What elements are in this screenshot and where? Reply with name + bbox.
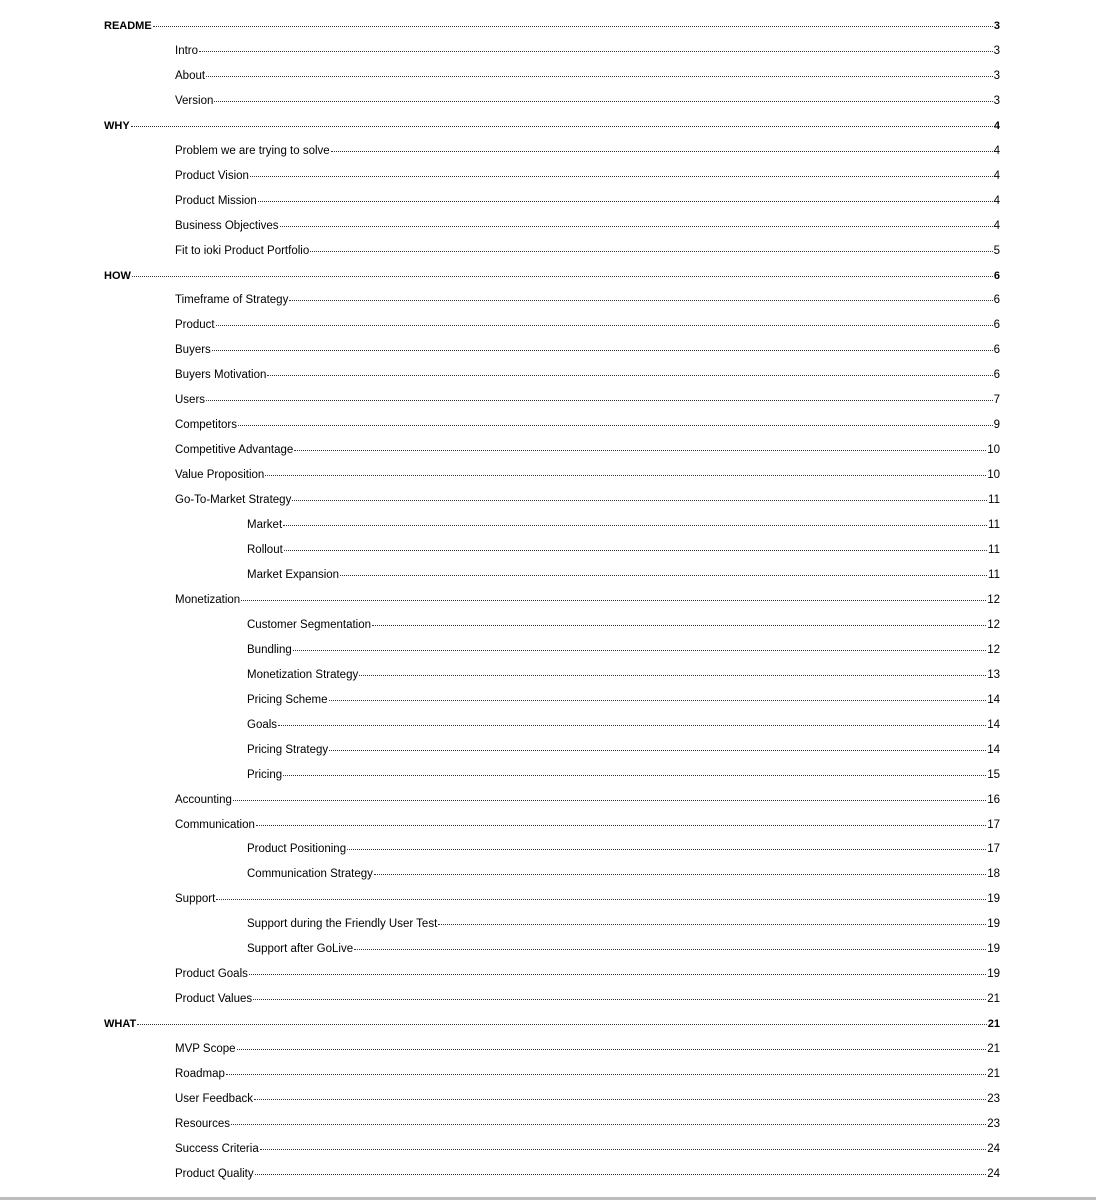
toc-entry-page-number: 12 bbox=[987, 593, 1000, 606]
toc-entry-page-number: 13 bbox=[987, 668, 1000, 681]
toc-entry-page-number: 21 bbox=[987, 1068, 1000, 1081]
dot-leader bbox=[278, 725, 986, 726]
toc-entry-title: Support bbox=[175, 893, 216, 906]
toc-entry-page-number: 23 bbox=[987, 1117, 1000, 1130]
toc-entry-page-number: 17 bbox=[987, 843, 1000, 856]
dot-leader bbox=[237, 1049, 987, 1050]
toc-entry-title: Fit to ioki Product Portfolio bbox=[175, 244, 310, 257]
toc-entry-title: Product bbox=[175, 319, 215, 332]
toc-entry-page-number: 21 bbox=[987, 993, 1000, 1006]
toc-entry-page-number: 21 bbox=[987, 1043, 1000, 1056]
toc-entry-page-number: 14 bbox=[987, 743, 1000, 756]
toc-entry[interactable] bbox=[0, 413, 1096, 438]
toc-entry[interactable] bbox=[0, 912, 1096, 937]
toc-entry-page-number: 6 bbox=[993, 269, 1000, 282]
toc-entry-page-number: 15 bbox=[987, 768, 1000, 781]
toc-entry-title: Product Positioning bbox=[247, 843, 347, 856]
toc-entry[interactable] bbox=[0, 713, 1096, 738]
toc-entry[interactable] bbox=[0, 388, 1096, 413]
toc-entry-title: Buyers bbox=[175, 344, 211, 357]
toc-entry-title: Value Proposition bbox=[175, 469, 265, 482]
toc-entry-title: Problem we are trying to solve bbox=[175, 144, 330, 157]
toc-entry-title: Users bbox=[175, 394, 206, 407]
dot-leader bbox=[256, 825, 986, 826]
toc-entry-page-number: 21 bbox=[987, 1018, 1000, 1031]
toc-entry-title: Communication Strategy bbox=[247, 868, 373, 881]
toc-entry[interactable] bbox=[0, 763, 1096, 788]
toc-entry-page-number: 4 bbox=[993, 169, 1000, 182]
dot-leader bbox=[231, 1124, 986, 1125]
toc-entry[interactable] bbox=[0, 813, 1096, 838]
toc-entry-page-number: 3 bbox=[993, 20, 1000, 32]
dot-leader bbox=[372, 625, 986, 626]
dot-leader bbox=[347, 849, 986, 850]
toc-entry[interactable] bbox=[0, 164, 1096, 189]
toc-entry-page-number: 17 bbox=[987, 818, 1000, 831]
dot-leader bbox=[255, 1174, 987, 1175]
dot-leader bbox=[254, 1099, 986, 1100]
toc-entry[interactable] bbox=[0, 688, 1096, 713]
toc-entry-page-number: 6 bbox=[993, 369, 1000, 382]
dot-leader bbox=[137, 1024, 987, 1025]
toc-entry-title: WHAT bbox=[104, 1018, 137, 1031]
toc-entry[interactable] bbox=[0, 1062, 1096, 1087]
toc-entry-title: Support after GoLive bbox=[247, 943, 354, 956]
dot-leader bbox=[267, 375, 992, 376]
toc-entry-page-number: 3 bbox=[993, 44, 1000, 57]
toc-entry-page-number: 6 bbox=[993, 319, 1000, 332]
dot-leader bbox=[294, 450, 986, 451]
toc-entry-title: Success Criteria bbox=[175, 1142, 259, 1155]
toc-entry-page-number: 10 bbox=[987, 444, 1000, 457]
dot-leader bbox=[289, 300, 992, 301]
dot-leader bbox=[265, 475, 986, 476]
toc-entry[interactable] bbox=[0, 788, 1096, 813]
toc-entry-title: Timeframe of Strategy bbox=[175, 294, 289, 307]
toc-entry-title: Competitive Advantage bbox=[175, 444, 294, 457]
toc-entry[interactable] bbox=[0, 214, 1096, 239]
toc-entry-page-number: 3 bbox=[993, 69, 1000, 82]
toc-entry-page-number: 4 bbox=[993, 219, 1000, 232]
toc-entry[interactable] bbox=[0, 438, 1096, 463]
toc-entry-page-number: 19 bbox=[987, 968, 1000, 981]
dot-leader bbox=[283, 525, 987, 526]
toc-entry[interactable] bbox=[0, 288, 1096, 313]
toc-entry-title: Intro bbox=[175, 44, 199, 57]
toc-entry-title: Market bbox=[247, 519, 283, 532]
toc-entry[interactable] bbox=[0, 1112, 1096, 1137]
dot-leader bbox=[260, 1149, 986, 1150]
toc-entry[interactable] bbox=[0, 513, 1096, 538]
toc-entry-title: Product Vision bbox=[175, 169, 249, 182]
toc-entry-page-number: 14 bbox=[987, 693, 1000, 706]
dot-leader bbox=[132, 276, 993, 277]
dot-leader bbox=[354, 949, 986, 950]
dot-leader bbox=[241, 600, 986, 601]
toc-entry-page-number: 14 bbox=[987, 718, 1000, 731]
toc-entry[interactable] bbox=[0, 837, 1096, 862]
toc-entry-title: Rollout bbox=[247, 544, 283, 557]
toc-entry-page-number: 19 bbox=[987, 893, 1000, 906]
toc-entry-title: Customer Segmentation bbox=[247, 618, 372, 631]
toc-entry[interactable] bbox=[0, 114, 1096, 139]
dot-leader bbox=[131, 126, 993, 127]
toc-entry-title: Bundling bbox=[247, 643, 292, 656]
toc-entry-page-number: 19 bbox=[987, 943, 1000, 956]
dot-leader bbox=[153, 26, 993, 27]
toc-entry-page-number: 11 bbox=[988, 519, 1000, 532]
toc-entry[interactable] bbox=[0, 538, 1096, 563]
dot-leader bbox=[329, 750, 986, 751]
toc-entry-title: Product Values bbox=[175, 993, 253, 1006]
dot-leader bbox=[212, 350, 993, 351]
toc-entry-page-number: 11 bbox=[988, 568, 1000, 581]
toc-entry-page-number: 24 bbox=[987, 1142, 1000, 1155]
table-of-contents bbox=[0, 14, 1096, 1187]
toc-entry-title: Resources bbox=[175, 1117, 230, 1130]
dot-leader bbox=[253, 999, 986, 1000]
toc-entry-title: MVP Scope bbox=[175, 1043, 236, 1056]
toc-entry-page-number: 7 bbox=[993, 394, 1000, 407]
toc-entry-page-number: 23 bbox=[987, 1092, 1000, 1105]
dot-leader bbox=[238, 425, 993, 426]
toc-entry-page-number: 12 bbox=[987, 618, 1000, 631]
toc-entry[interactable] bbox=[0, 313, 1096, 338]
dot-leader bbox=[292, 500, 987, 501]
toc-entry-title: Buyers Motivation bbox=[175, 369, 267, 382]
toc-entry-title: Support during the Friendly User Test bbox=[247, 918, 438, 931]
toc-entry-title: Product Mission bbox=[175, 194, 257, 207]
toc-entry[interactable] bbox=[0, 738, 1096, 763]
toc-entry-title: Roadmap bbox=[175, 1068, 225, 1081]
toc-entry[interactable] bbox=[0, 887, 1096, 912]
dot-leader bbox=[206, 76, 993, 77]
dot-leader bbox=[249, 974, 986, 975]
toc-entry[interactable] bbox=[0, 39, 1096, 64]
toc-entry-title: Market Expansion bbox=[247, 568, 340, 581]
toc-entry-title: Communication bbox=[175, 818, 255, 831]
dot-leader bbox=[280, 226, 993, 227]
toc-entry[interactable] bbox=[0, 1087, 1096, 1112]
dot-leader bbox=[214, 101, 992, 102]
toc-entry-page-number: 4 bbox=[993, 144, 1000, 157]
toc-entry[interactable] bbox=[0, 14, 1096, 39]
toc-entry-page-number: 24 bbox=[987, 1167, 1000, 1180]
toc-entry-page-number: 4 bbox=[993, 119, 1000, 132]
toc-entry[interactable] bbox=[0, 638, 1096, 663]
toc-entry-page-number: 19 bbox=[987, 918, 1000, 931]
toc-entry[interactable] bbox=[0, 588, 1096, 613]
dot-leader bbox=[216, 325, 993, 326]
toc-entry-title: Version bbox=[175, 94, 214, 107]
toc-entry[interactable] bbox=[0, 239, 1096, 264]
toc-entry-title: Competitors bbox=[175, 419, 237, 432]
toc-entry-title: Goals bbox=[247, 718, 278, 731]
toc-entry-title: Pricing Scheme bbox=[247, 693, 328, 706]
toc-entry-page-number: 16 bbox=[987, 793, 1000, 806]
toc-entry-title: Monetization bbox=[175, 593, 241, 606]
dot-leader bbox=[206, 400, 993, 401]
toc-entry-title: User Feedback bbox=[175, 1092, 253, 1105]
dot-leader bbox=[284, 550, 987, 551]
toc-entry[interactable] bbox=[0, 338, 1096, 363]
toc-entry-title: Accounting bbox=[175, 793, 232, 806]
toc-entry-title: Product Quality bbox=[175, 1167, 254, 1180]
dot-leader bbox=[226, 1074, 986, 1075]
dot-leader bbox=[374, 874, 986, 875]
dot-leader bbox=[329, 700, 987, 701]
toc-entry-page-number: 6 bbox=[993, 344, 1000, 357]
toc-entry[interactable] bbox=[0, 139, 1096, 164]
toc-entry[interactable] bbox=[0, 488, 1096, 513]
toc-entry[interactable] bbox=[0, 1012, 1096, 1037]
toc-entry-title: HOW bbox=[104, 269, 131, 282]
toc-entry[interactable] bbox=[0, 89, 1096, 114]
toc-entry[interactable] bbox=[0, 1037, 1096, 1062]
toc-entry[interactable] bbox=[0, 563, 1096, 588]
dot-leader bbox=[340, 575, 987, 576]
toc-entry-title: Pricing bbox=[247, 768, 283, 781]
dot-leader bbox=[250, 176, 993, 177]
toc-entry[interactable] bbox=[0, 189, 1096, 214]
toc-entry[interactable] bbox=[0, 937, 1096, 962]
toc-entry[interactable] bbox=[0, 1137, 1096, 1162]
dot-leader bbox=[283, 775, 986, 776]
toc-entry-page-number: 10 bbox=[987, 469, 1000, 482]
toc-entry-page-number: 5 bbox=[993, 244, 1000, 257]
toc-entry-title: About bbox=[175, 69, 206, 82]
dot-leader bbox=[310, 251, 992, 252]
toc-entry-title: Business Objectives bbox=[175, 219, 279, 232]
toc-entry-title: Monetization Strategy bbox=[247, 668, 359, 681]
toc-entry-page-number: 4 bbox=[993, 194, 1000, 207]
dot-leader bbox=[216, 899, 986, 900]
toc-entry[interactable] bbox=[0, 264, 1096, 289]
toc-entry[interactable] bbox=[0, 663, 1096, 688]
dot-leader bbox=[258, 201, 993, 202]
dot-leader bbox=[293, 650, 986, 651]
toc-entry-title: README bbox=[104, 20, 152, 32]
toc-entry-page-number: 6 bbox=[993, 294, 1000, 307]
toc-entry-page-number: 11 bbox=[988, 544, 1000, 557]
toc-entry-page-number: 11 bbox=[988, 494, 1000, 507]
dot-leader bbox=[331, 151, 993, 152]
dot-leader bbox=[233, 800, 986, 801]
toc-entry[interactable] bbox=[0, 862, 1096, 887]
toc-entry-title: Pricing Strategy bbox=[247, 743, 329, 756]
toc-entry-title: Go-To-Market Strategy bbox=[175, 494, 292, 507]
toc-entry[interactable] bbox=[0, 463, 1096, 488]
toc-entry[interactable] bbox=[0, 363, 1096, 388]
toc-entry-title: WHY bbox=[104, 119, 130, 132]
toc-entry[interactable] bbox=[0, 613, 1096, 638]
toc-entry-page-number: 3 bbox=[993, 94, 1000, 107]
toc-entry[interactable] bbox=[0, 987, 1096, 1012]
toc-entry-page-number: 12 bbox=[987, 643, 1000, 656]
toc-entry[interactable] bbox=[0, 64, 1096, 89]
dot-leader bbox=[359, 675, 986, 676]
toc-entry[interactable] bbox=[0, 1162, 1096, 1187]
toc-entry[interactable] bbox=[0, 962, 1096, 987]
dot-leader bbox=[199, 51, 993, 52]
toc-entry-page-number: 18 bbox=[987, 868, 1000, 881]
toc-entry-page-number: 9 bbox=[993, 419, 1000, 432]
dot-leader bbox=[438, 924, 986, 925]
toc-entry-title: Product Goals bbox=[175, 968, 248, 981]
